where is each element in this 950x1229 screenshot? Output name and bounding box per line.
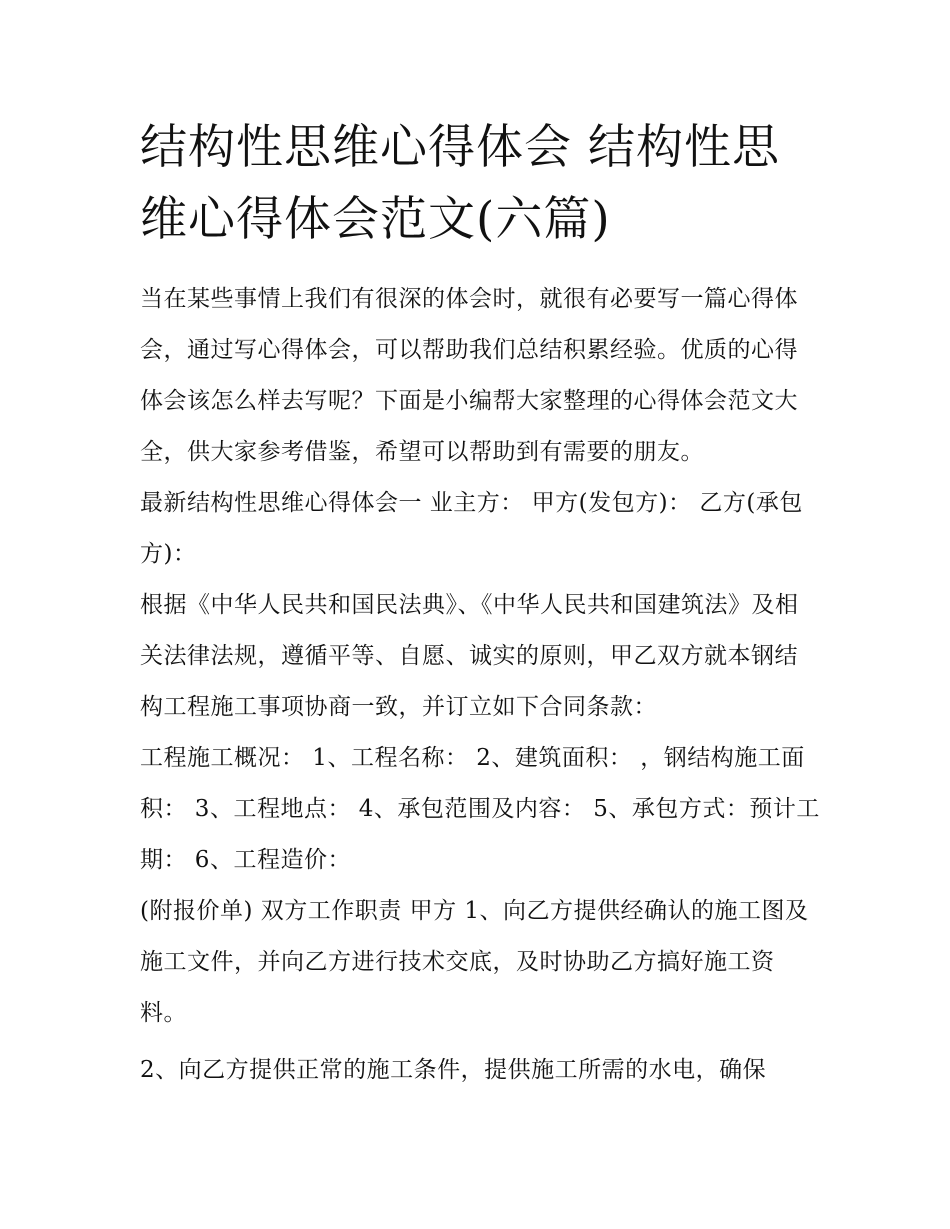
paragraph-parties: 最新结构性思维心得体会一 业主方： 甲方(发包方)： 乙方(承包方)： [140,490,803,567]
document-page [140,112,820,1096]
paragraph-duties: (附报价单) 双方工作职责 甲方 1、向乙方提供经确认的施工图及施工文件，并向乙方进行技术交底，及时协助乙方搞好施工资料。 [140,898,809,1026]
paragraph-intro: 当在某些事情上我们有很深的体会时，就很有必要写一篇心得体会，通过写心得体会，可以帮助我们总结积累经验。优质的心得体会该怎么样去写呢？下面是小编帮大家整理的心得体会范文大全，供大家参考借鉴，希望可以帮助到有需要的朋友。 [140,286,798,465]
document-title: 结构性思维心得体会 结构性思维心得体会范文(六篇) [140,120,780,247]
paragraph-legal-basis: 根据《中华人民共和国民法典》、《中华人民共和国建筑法》及相关法律法规，遵循平等、自愿、诚实的原则，甲乙双方就本钢结构工程施工事项协商一致，并订立如下合同条款： [140,592,799,720]
paragraph-conditions: 2、向乙方提供正常的施工条件，提供施工所需的水电，确保 [140,1057,767,1083]
paragraph-project-overview: 工程施工概况： 1、工程名称： 2、建筑面积： ，钢结构施工面积： 3、工程地点： 4、承包范围及内容： 5、承包方式：预计工期： 6、工程造价： [140,745,820,873]
